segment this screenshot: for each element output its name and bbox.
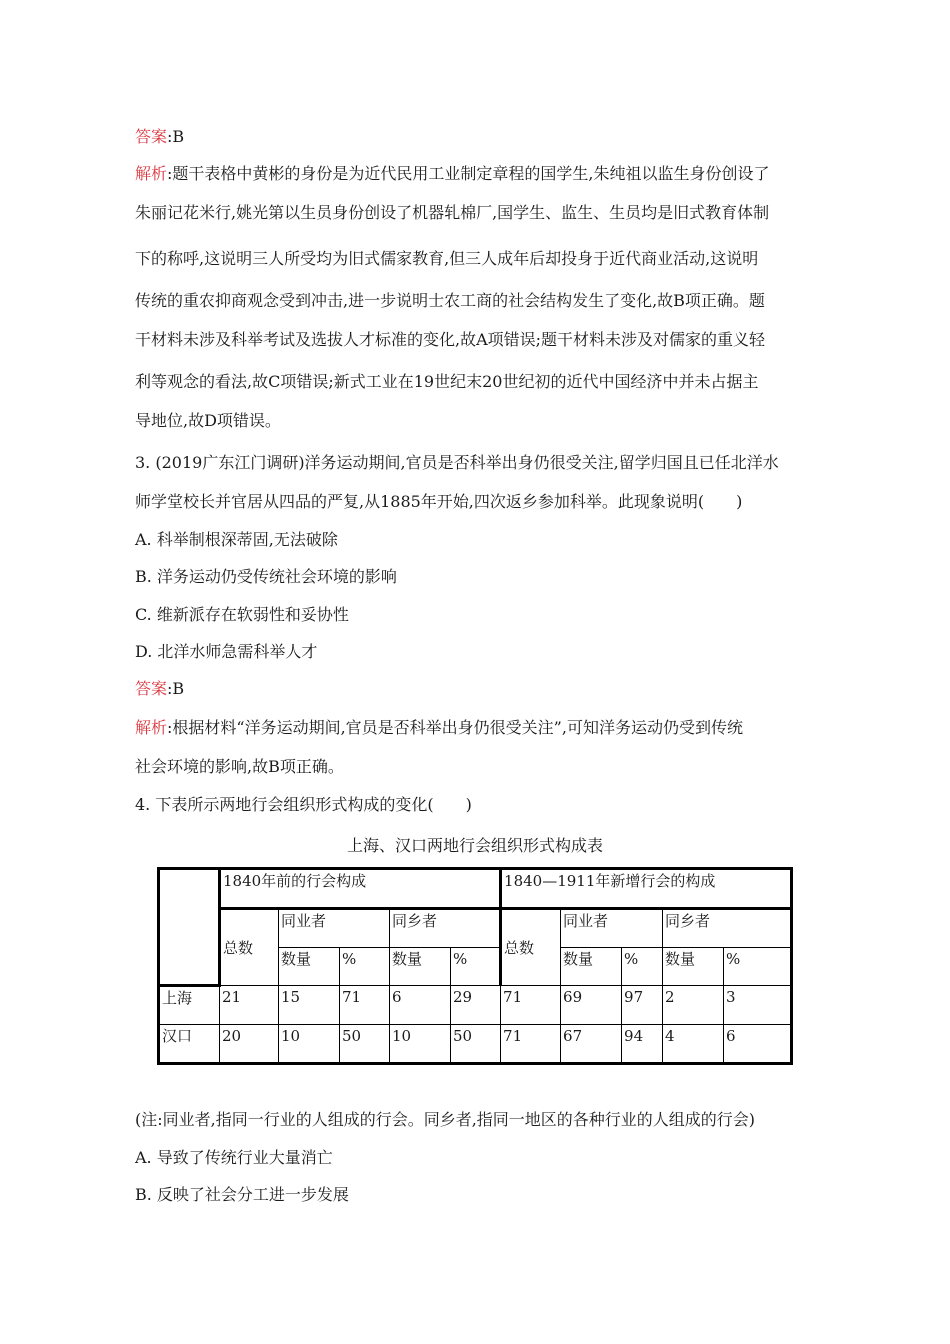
q2-analysis-line-4: 传统的重农抑商观念受到冲击,进一步说明士农工商的社会结构发生了变化,故B项正确。题 [135,291,765,310]
table-cell: 10 [279,1025,340,1064]
q3-analysis-text: :根据材料“洋务运动期间,官员是否科举出身仍很受关注”,可知洋务运动仍受到传统 [167,718,743,737]
q3-option-c: C. 维新派存在软弱性和妥协性 [135,605,349,624]
q2-answer-label: 答案 [135,127,168,146]
header-pct: % [451,948,501,986]
header-same-place-1: 同乡者 [390,909,501,948]
q2-analysis-text: :题干表格中黄彬的身份是为近代民用工业制定章程的国学生,朱纯祖以监生身份创设了 [167,164,770,183]
header-count: 数量 [279,948,340,986]
table-cell: 97 [622,986,663,1025]
header-pct: % [340,948,390,986]
q3-option-a: A. 科举制根深蒂固,无法破除 [135,530,338,549]
table-header-row-2 [159,909,792,948]
table-corner-cell [159,869,220,986]
q2-analysis-line-3: 下的称呼,这说明三人所受均为旧式儒家教育,但三人成年后却投身于近代商业活动,这说明 [135,249,759,268]
header-total-1: 总数 [220,909,279,986]
header-pct: % [622,948,663,986]
table-cell: 3 [724,986,792,1025]
row-city: 上海 [159,986,220,1025]
q2-analysis-label: 解析 [135,164,168,183]
q4-stem: 4. 下表所示两地行会组织形式构成的变化( ) [135,795,472,814]
header-total-2: 总数 [501,909,561,986]
table-cell: 94 [622,1025,663,1064]
table-cell: 6 [390,986,451,1025]
row-city: 汉口 [159,1025,220,1064]
table-cell: 50 [340,1025,390,1064]
q3-analysis-label: 解析 [135,718,168,737]
table-row [159,986,792,1025]
guild-composition-table [157,867,793,1065]
header-same-trade-1: 同业者 [279,909,390,948]
header-count: 数量 [663,948,724,986]
table-cell: 6 [724,1025,792,1064]
q3-option-d: D. 北洋水师急需科举人才 [135,642,318,661]
table-cell: 2 [663,986,724,1025]
table-note: (注:同业者,指同一行业的人组成的行会。同乡者,指同一地区的各种行业的人组成的行会) [135,1110,756,1129]
header-period-1840-1911: 1840—1911年新增行会的构成 [501,869,792,909]
q2-analysis-line-1 [135,164,770,184]
table-cell: 10 [390,1025,451,1064]
q2-analysis-line-6: 利等观念的看法,故C项错误;新式工业在19世纪末20世纪初的近代中国经济中并未占据主 [135,372,759,391]
q2-answer-value: :B [167,127,185,146]
q3-analysis-line-2: 社会环境的影响,故B项正确。 [135,757,344,776]
table-cell: 69 [561,986,622,1025]
header-same-place-2: 同乡者 [663,909,792,948]
header-count: 数量 [390,948,451,986]
header-same-trade-2: 同业者 [561,909,663,948]
table-cell: 4 [663,1025,724,1064]
q3-stem-line-2: 师学堂校长并官居从四品的严复,从1885年开始,四次返乡参加科举。此现象说明( ) [135,492,743,511]
table-cell: 20 [220,1025,279,1064]
table-cell: 15 [279,986,340,1025]
table-cell: 71 [501,986,561,1025]
table-cell: 71 [501,1025,561,1064]
q4-option-a: A. 导致了传统行业大量消亡 [135,1148,333,1167]
table-caption: 上海、汉口两地行会组织形式构成表 [346,836,603,855]
q4-option-b: B. 反映了社会分工进一步发展 [135,1185,349,1204]
table-cell: 29 [451,986,501,1025]
q3-answer-label: 答案 [135,679,168,698]
table-cell: 67 [561,1025,622,1064]
q2-analysis-line-5: 干材料未涉及科举考试及选拔人才标准的变化,故A项错误;题干材料未涉及对儒家的重义轻 [135,330,766,349]
header-count: 数量 [561,948,622,986]
table-cell: 50 [451,1025,501,1064]
table-cell: 71 [340,986,390,1025]
q3-stem-line-1: 3. (2019广东江门调研)洋务运动期间,官员是否科举出身仍很受关注,留学归国且已任北洋水 [135,453,779,472]
header-period-before-1840: 1840年前的行会构成 [220,869,501,909]
table-header-row-1 [159,869,792,909]
q2-analysis-line-2: 朱丽记花米行,姚光第以生员身份创设了机器轧棉厂,国学生、监生、生员均是旧式教育体制 [135,203,770,222]
table-cell: 21 [220,986,279,1025]
q3-analysis-line-1 [135,718,743,738]
table-row [159,1025,792,1064]
q2-answer [135,127,184,147]
q3-answer [135,679,184,699]
q3-option-b: B. 洋务运动仍受传统社会环境的影响 [135,567,397,586]
q3-answer-value: :B [167,679,185,698]
q2-analysis-line-7: 导地位,故D项错误。 [135,411,281,430]
header-pct: % [724,948,792,986]
